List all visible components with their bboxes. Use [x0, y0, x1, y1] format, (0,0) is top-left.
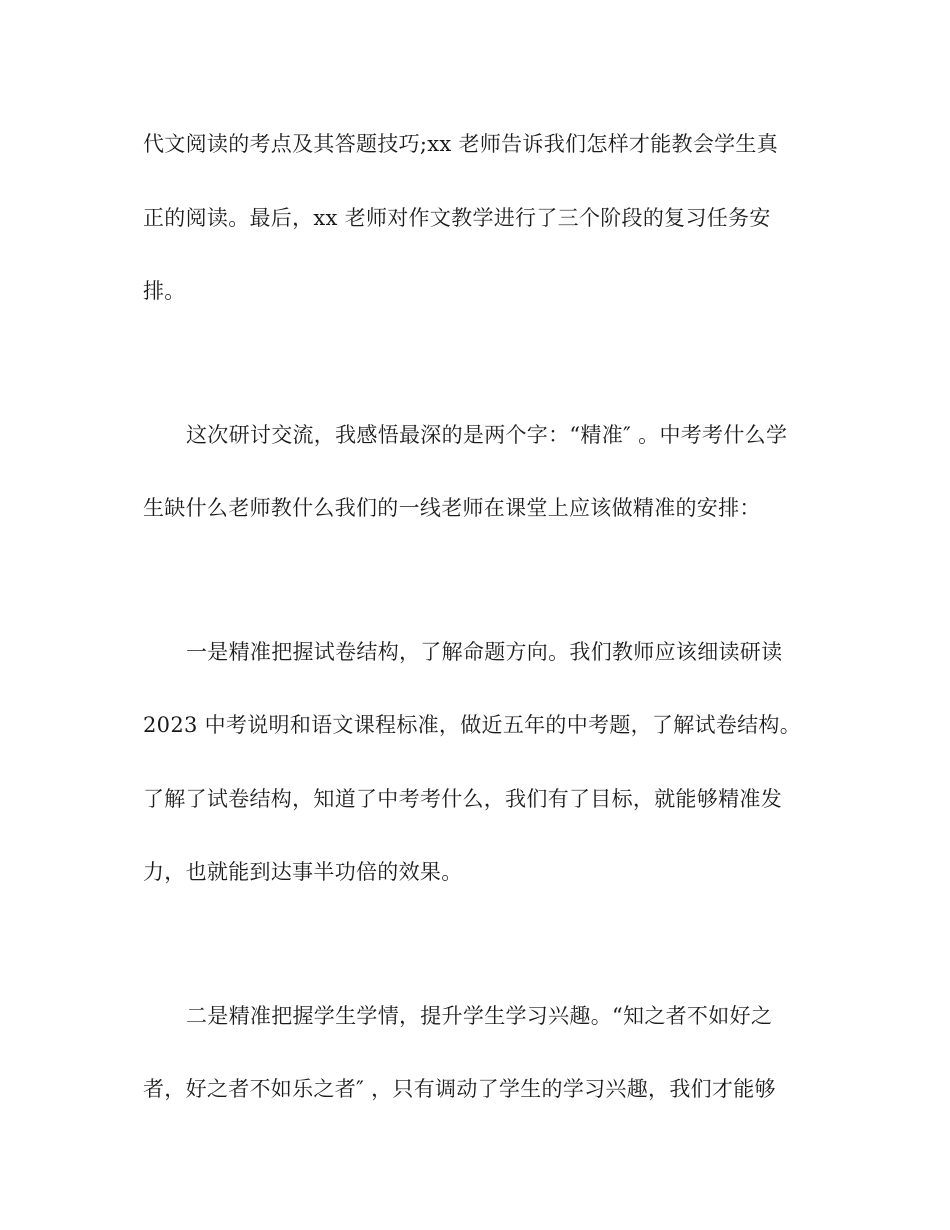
paragraph-4-line-1: 二是精准把握学生学情，提升学生学习兴趣。“知之者不如好之 [186, 1004, 773, 1028]
paragraph-3-line-2: 2023 中考说明和语文课程标准，做近五年的中考题，了解试卷结构。 [143, 713, 802, 737]
paragraph-1-line-3: 排。 [143, 279, 186, 303]
paragraph-3-line-3: 了解了试卷结构，知道了中考考什么，我们有了目标，就能够精准发 [143, 787, 782, 811]
paragraph-3-line-4: 力，也就能到达事半功倍的效果。 [143, 860, 463, 884]
paragraph-1-line-2: 正的阅读。最后，xx 老师对作文教学进行了三个阶段的复习任务安 [143, 206, 771, 230]
paragraph-2-line-2: 生缺什么老师教什么我们的一线老师在课堂上应该做精准的安排： [143, 496, 761, 520]
paragraph-2-line-1: 这次研讨交流，我感悟最深的是两个字：“精准″ 。中考考什么学 [186, 423, 788, 447]
paragraph-3-line-1: 一是精准把握试卷结构，了解命题方向。我们教师应该细读研读 [186, 640, 783, 664]
paragraph-1-line-1: 代文阅读的考点及其答题技巧;xx 老师告诉我们怎样才能教会学生真 [143, 132, 779, 156]
paragraph-4-line-2: 者，好之者不如乐之者″ ，只有调动了学生的学习兴趣，我们才能够 [143, 1077, 776, 1101]
